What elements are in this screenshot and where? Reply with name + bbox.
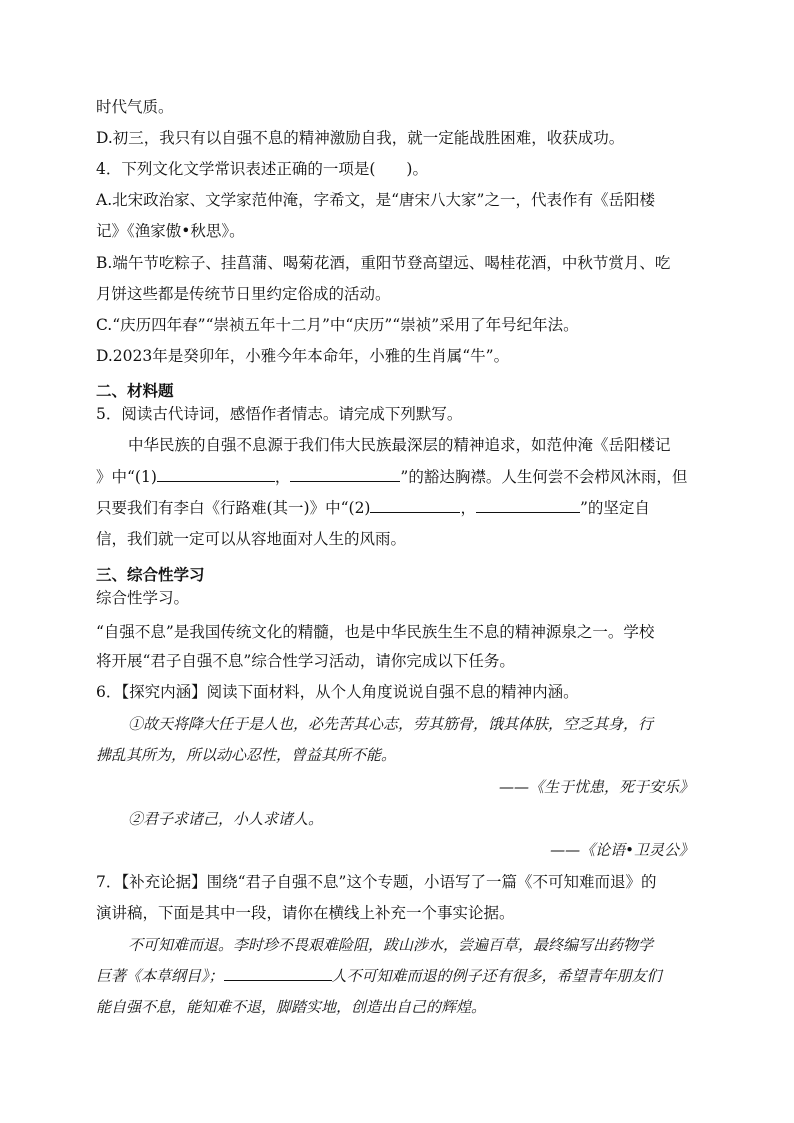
question-7: 7．【补充论据】围绕“君子自强不息”这个专题，小语写了一篇《不可知难而退》的 <box>96 873 657 891</box>
speech-text: 人不可知难而退的例子还有很多，希望青年朋友们 <box>331 967 662 985</box>
quote-2-source: ——《论语•卫灵公》 <box>550 841 694 859</box>
fill-text: ”的坚定自 <box>580 499 650 517</box>
answer-blank[interactable] <box>476 498 580 513</box>
quote-1-cont: 拂乱其所为，所以动心忍性，曾益其所不能。 <box>96 746 397 764</box>
option-b-cont: 月饼这些都是传统节日里约定俗成的活动。 <box>96 285 391 303</box>
fill-line-2 <box>96 497 650 519</box>
passage-line: 中华民族的自强不息源于我们伟大民族最深层的精神追求，如范仲淹《岳阳楼记 <box>128 436 671 454</box>
section-heading-3: 三、综合性学习 <box>96 566 205 584</box>
question-6: 6．【探究内涵】阅读下面材料，从个人角度说说自强不息的精神内涵。 <box>96 683 579 701</box>
option-d: D.初三，我只有以自强不息的精神激励自我，就一定能战胜困难，收获成功。 <box>96 129 625 147</box>
speech-line-blank <box>96 965 662 987</box>
option-a: A.北宋政治家、文学家范仲淹，字希文，是“唐宋八大家”之一，代表作有《岳阳楼 <box>96 191 655 209</box>
question-5: 5．阅读古代诗词，感悟作者情志。请完成下列默写。 <box>96 405 463 423</box>
option-d-2: D.2023年是癸卯年，小雅今年本命年，小雅的生肖属“牛”。 <box>96 347 510 365</box>
quote-1-source: ——《生于忧患，死于安乐》 <box>498 778 694 796</box>
speech-line: 不可知难而退。李时珍不畏艰难险阻，跋山涉水，尝遍百草，最终编写出药物学 <box>128 936 654 954</box>
option-b: B.端午节吃粽子、挂菖蒲、喝菊花酒，重阳节登高望远、喝桂花酒，中秋节赏月、吃 <box>96 254 671 272</box>
comma: ， <box>274 468 291 486</box>
speech-line: 能自强不息，能知难不退，脚踏实地，创造出自己的辉煌。 <box>96 998 487 1016</box>
answer-blank[interactable] <box>157 467 275 482</box>
text-line: “自强不息”是我国传统文化的精髓，也是中华民族生生不息的精神源泉之一。学校 <box>96 623 655 641</box>
text-line: 综合性学习。 <box>96 589 190 607</box>
option-c: C.“庆历四年春”“崇祯五年十二月”中“庆历”“崇祯”采用了年号纪年法。 <box>96 316 579 334</box>
text-line: 时代气质。 <box>96 98 174 116</box>
fill-text: 》中“(1) <box>96 468 157 486</box>
quote-1: ①故天将降大任于是人也，必先苦其心志，劳其筋骨，饿其体肤，空乏其身，行 <box>128 715 654 733</box>
question-7-cont: 演讲稿，下面是其中一段，请你在横线上补充一个事实论据。 <box>96 904 515 922</box>
quote-2: ②君子求诸己，小人求诸人。 <box>128 810 324 828</box>
comma: ， <box>460 499 476 517</box>
fill-text: ”的豁达胸襟。人生何尝不会栉风沐雨，但 <box>400 468 688 486</box>
answer-blank[interactable] <box>290 467 400 482</box>
section-heading-2: 二、材料题 <box>96 382 174 400</box>
option-a-cont: 记》《渔家傲•秋思》。 <box>96 222 245 240</box>
answer-blank[interactable] <box>370 498 460 513</box>
fill-text: 只要我们有李白《行路难(其一)》中“(2) <box>96 499 371 517</box>
question-4: 4．下列文化文学常识表述正确的一项是( )。 <box>96 160 428 178</box>
fill-line-1 <box>96 466 687 488</box>
answer-blank[interactable] <box>224 966 332 981</box>
speech-text: 巨著《本草纲目》； <box>96 967 224 985</box>
passage-line: 信，我们就一定可以从容地面对人生的风雨。 <box>96 530 407 548</box>
text-line: 将开展“君子自强不息”综合性学习活动，请你完成以下任务。 <box>96 652 515 670</box>
